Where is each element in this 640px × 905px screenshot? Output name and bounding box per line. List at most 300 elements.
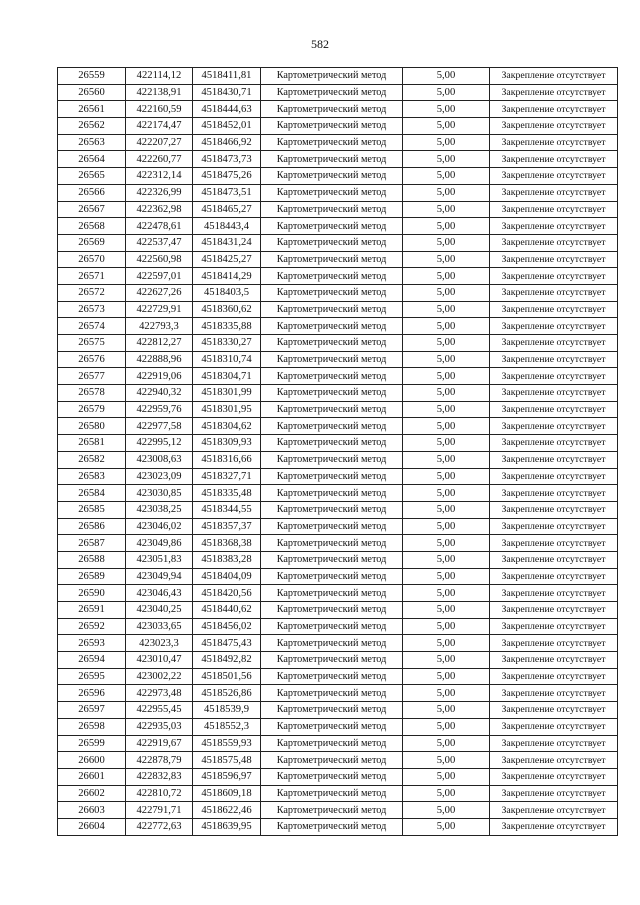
table-row <box>58 134 618 151</box>
x-coordinate-cell: 422114,12 <box>126 68 193 85</box>
error-cell: 5,00 <box>403 84 490 101</box>
point-number-cell: 26574 <box>58 318 126 335</box>
y-coordinate-cell: 4518330,27 <box>193 335 261 352</box>
fixing-cell: Закрепление отсутствует <box>490 501 618 518</box>
method-cell: Картометрический метод <box>261 335 403 352</box>
fixing-cell: Закрепление отсутствует <box>490 602 618 619</box>
table-row <box>58 702 618 719</box>
method-cell: Картометрический метод <box>261 368 403 385</box>
table-row <box>58 268 618 285</box>
fixing-cell: Закрепление отсутствует <box>490 451 618 468</box>
fixing-cell: Закрепление отсутствует <box>490 201 618 218</box>
point-number-cell: 26603 <box>58 802 126 819</box>
table-row <box>58 818 618 835</box>
y-coordinate-cell: 4518383,28 <box>193 551 261 568</box>
x-coordinate-cell: 422560,98 <box>126 251 193 268</box>
y-coordinate-cell: 4518360,62 <box>193 301 261 318</box>
fixing-cell: Закрепление отсутствует <box>490 702 618 719</box>
fixing-cell: Закрепление отсутствует <box>490 218 618 235</box>
x-coordinate-cell: 422832,83 <box>126 768 193 785</box>
y-coordinate-cell: 4518492,82 <box>193 652 261 669</box>
x-coordinate-cell: 423023,09 <box>126 468 193 485</box>
table-row <box>58 201 618 218</box>
fixing-cell: Закрепление отсутствует <box>490 468 618 485</box>
x-coordinate-cell: 422977,58 <box>126 418 193 435</box>
fixing-cell: Закрепление отсутствует <box>490 268 618 285</box>
error-cell: 5,00 <box>403 168 490 185</box>
y-coordinate-cell: 4518414,29 <box>193 268 261 285</box>
table-row <box>58 251 618 268</box>
x-coordinate-cell: 422597,01 <box>126 268 193 285</box>
point-number-cell: 26591 <box>58 602 126 619</box>
fixing-cell: Закрепление отсутствует <box>490 134 618 151</box>
x-coordinate-cell: 422888,96 <box>126 351 193 368</box>
method-cell: Картометрический метод <box>261 301 403 318</box>
x-coordinate-cell: 423049,94 <box>126 568 193 585</box>
fixing-cell: Закрепление отсутствует <box>490 652 618 669</box>
table-row <box>58 585 618 602</box>
table-row <box>58 385 618 402</box>
point-number-cell: 26584 <box>58 485 126 502</box>
error-cell: 5,00 <box>403 251 490 268</box>
table-row <box>58 218 618 235</box>
table-row <box>58 301 618 318</box>
error-cell: 5,00 <box>403 818 490 835</box>
error-cell: 5,00 <box>403 218 490 235</box>
error-cell: 5,00 <box>403 134 490 151</box>
table-row <box>58 451 618 468</box>
x-coordinate-cell: 422627,26 <box>126 284 193 301</box>
method-cell: Картометрический метод <box>261 184 403 201</box>
method-cell: Картометрический метод <box>261 735 403 752</box>
fixing-cell: Закрепление отсутствует <box>490 284 618 301</box>
point-number-cell: 26604 <box>58 818 126 835</box>
fixing-cell: Закрепление отсутствует <box>490 234 618 251</box>
y-coordinate-cell: 4518316,66 <box>193 451 261 468</box>
y-coordinate-cell: 4518344,55 <box>193 501 261 518</box>
y-coordinate-cell: 4518304,71 <box>193 368 261 385</box>
x-coordinate-cell: 422537,47 <box>126 234 193 251</box>
point-number-cell: 26601 <box>58 768 126 785</box>
fixing-cell: Закрепление отсутствует <box>490 151 618 168</box>
error-cell: 5,00 <box>403 618 490 635</box>
fixing-cell: Закрепление отсутствует <box>490 485 618 502</box>
x-coordinate-cell: 422995,12 <box>126 435 193 452</box>
y-coordinate-cell: 4518327,71 <box>193 468 261 485</box>
method-cell: Картометрический метод <box>261 785 403 802</box>
table-row <box>58 785 618 802</box>
x-coordinate-cell: 422793,3 <box>126 318 193 335</box>
method-cell: Картометрический метод <box>261 351 403 368</box>
y-coordinate-cell: 4518639,95 <box>193 818 261 835</box>
x-coordinate-cell: 422919,67 <box>126 735 193 752</box>
error-cell: 5,00 <box>403 401 490 418</box>
error-cell: 5,00 <box>403 435 490 452</box>
y-coordinate-cell: 4518452,01 <box>193 118 261 135</box>
method-cell: Картометрический метод <box>261 635 403 652</box>
point-number-cell: 26581 <box>58 435 126 452</box>
error-cell: 5,00 <box>403 685 490 702</box>
method-cell: Картометрический метод <box>261 401 403 418</box>
x-coordinate-cell: 423030,85 <box>126 485 193 502</box>
fixing-cell: Закрепление отсутствует <box>490 785 618 802</box>
fixing-cell: Закрепление отсутствует <box>490 618 618 635</box>
fixing-cell: Закрепление отсутствует <box>490 101 618 118</box>
method-cell: Картометрический метод <box>261 201 403 218</box>
point-number-cell: 26586 <box>58 518 126 535</box>
fixing-cell: Закрепление отсутствует <box>490 518 618 535</box>
error-cell: 5,00 <box>403 735 490 752</box>
y-coordinate-cell: 4518403,5 <box>193 284 261 301</box>
fixing-cell: Закрепление отсутствует <box>490 335 618 352</box>
error-cell: 5,00 <box>403 652 490 669</box>
table-row <box>58 501 618 518</box>
x-coordinate-cell: 423046,02 <box>126 518 193 535</box>
y-coordinate-cell: 4518301,95 <box>193 401 261 418</box>
method-cell: Картометрический метод <box>261 284 403 301</box>
table-row <box>58 535 618 552</box>
error-cell: 5,00 <box>403 385 490 402</box>
table-row <box>58 401 618 418</box>
point-number-cell: 26559 <box>58 68 126 85</box>
error-cell: 5,00 <box>403 234 490 251</box>
error-cell: 5,00 <box>403 151 490 168</box>
fixing-cell: Закрепление отсутствует <box>490 401 618 418</box>
y-coordinate-cell: 4518425,27 <box>193 251 261 268</box>
fixing-cell: Закрепление отсутствует <box>490 585 618 602</box>
x-coordinate-cell: 422362,98 <box>126 201 193 218</box>
method-cell: Картометрический метод <box>261 802 403 819</box>
y-coordinate-cell: 4518420,56 <box>193 585 261 602</box>
x-coordinate-cell: 422955,45 <box>126 702 193 719</box>
table-row <box>58 418 618 435</box>
fixing-cell: Закрепление отсутствует <box>490 184 618 201</box>
x-coordinate-cell: 423023,3 <box>126 635 193 652</box>
method-cell: Картометрический метод <box>261 218 403 235</box>
fixing-cell: Закрепление отсутствует <box>490 318 618 335</box>
table-row <box>58 168 618 185</box>
error-cell: 5,00 <box>403 118 490 135</box>
fixing-cell: Закрепление отсутствует <box>490 551 618 568</box>
table-row <box>58 84 618 101</box>
x-coordinate-cell: 423002,22 <box>126 668 193 685</box>
y-coordinate-cell: 4518473,51 <box>193 184 261 201</box>
x-coordinate-cell: 422478,61 <box>126 218 193 235</box>
y-coordinate-cell: 4518404,09 <box>193 568 261 585</box>
table-row <box>58 368 618 385</box>
fixing-cell: Закрепление отсутствует <box>490 718 618 735</box>
y-coordinate-cell: 4518473,73 <box>193 151 261 168</box>
table-row <box>58 351 618 368</box>
point-number-cell: 26598 <box>58 718 126 735</box>
y-coordinate-cell: 4518609,18 <box>193 785 261 802</box>
error-cell: 5,00 <box>403 535 490 552</box>
method-cell: Картометрический метод <box>261 535 403 552</box>
point-number-cell: 26572 <box>58 284 126 301</box>
point-number-cell: 26587 <box>58 535 126 552</box>
table-row <box>58 635 618 652</box>
point-number-cell: 26595 <box>58 668 126 685</box>
y-coordinate-cell: 4518622,46 <box>193 802 261 819</box>
point-number-cell: 26563 <box>58 134 126 151</box>
x-coordinate-cell: 422959,76 <box>126 401 193 418</box>
x-coordinate-cell: 423033,65 <box>126 618 193 635</box>
point-number-cell: 26600 <box>58 752 126 769</box>
x-coordinate-cell: 422160,59 <box>126 101 193 118</box>
fixing-cell: Закрепление отсутствует <box>490 301 618 318</box>
table-row <box>58 151 618 168</box>
y-coordinate-cell: 4518501,56 <box>193 668 261 685</box>
fixing-cell: Закрепление отсутствует <box>490 418 618 435</box>
point-number-cell: 26599 <box>58 735 126 752</box>
error-cell: 5,00 <box>403 68 490 85</box>
x-coordinate-cell: 423038,25 <box>126 501 193 518</box>
fixing-cell: Закрепление отсутствует <box>490 118 618 135</box>
method-cell: Картометрический метод <box>261 501 403 518</box>
x-coordinate-cell: 422919,06 <box>126 368 193 385</box>
point-number-cell: 26597 <box>58 702 126 719</box>
method-cell: Картометрический метод <box>261 652 403 669</box>
point-number-cell: 26573 <box>58 301 126 318</box>
method-cell: Картометрический метод <box>261 618 403 635</box>
method-cell: Картометрический метод <box>261 151 403 168</box>
x-coordinate-cell: 422312,14 <box>126 168 193 185</box>
table-row <box>58 618 618 635</box>
point-number-cell: 26582 <box>58 451 126 468</box>
method-cell: Картометрический метод <box>261 84 403 101</box>
point-number-cell: 26596 <box>58 685 126 702</box>
error-cell: 5,00 <box>403 268 490 285</box>
x-coordinate-cell: 423008,63 <box>126 451 193 468</box>
table-row <box>58 318 618 335</box>
table-row <box>58 184 618 201</box>
point-number-cell: 26589 <box>58 568 126 585</box>
method-cell: Картометрический метод <box>261 418 403 435</box>
fixing-cell: Закрепление отсутствует <box>490 251 618 268</box>
method-cell: Картометрический метод <box>261 118 403 135</box>
fixing-cell: Закрепление отсутствует <box>490 752 618 769</box>
error-cell: 5,00 <box>403 768 490 785</box>
error-cell: 5,00 <box>403 284 490 301</box>
table-row <box>58 652 618 669</box>
x-coordinate-cell: 422810,72 <box>126 785 193 802</box>
point-number-cell: 26569 <box>58 234 126 251</box>
x-coordinate-cell: 422812,27 <box>126 335 193 352</box>
y-coordinate-cell: 4518456,02 <box>193 618 261 635</box>
table-row <box>58 802 618 819</box>
y-coordinate-cell: 4518335,88 <box>193 318 261 335</box>
method-cell: Картометрический метод <box>261 268 403 285</box>
y-coordinate-cell: 4518431,24 <box>193 234 261 251</box>
method-cell: Картометрический метод <box>261 568 403 585</box>
y-coordinate-cell: 4518475,43 <box>193 635 261 652</box>
y-coordinate-cell: 4518466,92 <box>193 134 261 151</box>
error-cell: 5,00 <box>403 184 490 201</box>
fixing-cell: Закрепление отсутствует <box>490 351 618 368</box>
method-cell: Картометрический метод <box>261 518 403 535</box>
y-coordinate-cell: 4518596,97 <box>193 768 261 785</box>
table-row <box>58 68 618 85</box>
table-row <box>58 335 618 352</box>
y-coordinate-cell: 4518368,38 <box>193 535 261 552</box>
fixing-cell: Закрепление отсутствует <box>490 535 618 552</box>
error-cell: 5,00 <box>403 451 490 468</box>
x-coordinate-cell: 423049,86 <box>126 535 193 552</box>
point-number-cell: 26565 <box>58 168 126 185</box>
table-row <box>58 718 618 735</box>
point-number-cell: 26568 <box>58 218 126 235</box>
point-number-cell: 26561 <box>58 101 126 118</box>
method-cell: Картометрический метод <box>261 685 403 702</box>
point-number-cell: 26594 <box>58 652 126 669</box>
table-row <box>58 568 618 585</box>
method-cell: Картометрический метод <box>261 768 403 785</box>
error-cell: 5,00 <box>403 301 490 318</box>
y-coordinate-cell: 4518475,26 <box>193 168 261 185</box>
error-cell: 5,00 <box>403 551 490 568</box>
y-coordinate-cell: 4518335,48 <box>193 485 261 502</box>
x-coordinate-cell: 423010,47 <box>126 652 193 669</box>
table-row <box>58 435 618 452</box>
error-cell: 5,00 <box>403 702 490 719</box>
method-cell: Картометрический метод <box>261 385 403 402</box>
x-coordinate-cell: 422973,48 <box>126 685 193 702</box>
point-number-cell: 26592 <box>58 618 126 635</box>
point-number-cell: 26583 <box>58 468 126 485</box>
fixing-cell: Закрепление отсутствует <box>490 68 618 85</box>
method-cell: Картометрический метод <box>261 702 403 719</box>
coordinates-table-body <box>58 68 618 836</box>
table-row <box>58 768 618 785</box>
point-number-cell: 26593 <box>58 635 126 652</box>
point-number-cell: 26602 <box>58 785 126 802</box>
point-number-cell: 26562 <box>58 118 126 135</box>
method-cell: Картометрический метод <box>261 485 403 502</box>
error-cell: 5,00 <box>403 585 490 602</box>
table-row <box>58 602 618 619</box>
x-coordinate-cell: 422729,91 <box>126 301 193 318</box>
y-coordinate-cell: 4518552,3 <box>193 718 261 735</box>
method-cell: Картометрический метод <box>261 718 403 735</box>
fixing-cell: Закрепление отсутствует <box>490 768 618 785</box>
error-cell: 5,00 <box>403 718 490 735</box>
y-coordinate-cell: 4518430,71 <box>193 84 261 101</box>
table-row <box>58 234 618 251</box>
error-cell: 5,00 <box>403 568 490 585</box>
error-cell: 5,00 <box>403 518 490 535</box>
point-number-cell: 26560 <box>58 84 126 101</box>
point-number-cell: 26578 <box>58 385 126 402</box>
table-row <box>58 485 618 502</box>
table-row <box>58 284 618 301</box>
y-coordinate-cell: 4518526,86 <box>193 685 261 702</box>
fixing-cell: Закрепление отсутствует <box>490 84 618 101</box>
error-cell: 5,00 <box>403 485 490 502</box>
table-row <box>58 551 618 568</box>
coordinates-table <box>57 67 618 836</box>
method-cell: Картометрический метод <box>261 602 403 619</box>
method-cell: Картометрический метод <box>261 752 403 769</box>
table-row <box>58 518 618 535</box>
point-number-cell: 26567 <box>58 201 126 218</box>
error-cell: 5,00 <box>403 201 490 218</box>
fixing-cell: Закрепление отсутствует <box>490 802 618 819</box>
x-coordinate-cell: 422878,79 <box>126 752 193 769</box>
point-number-cell: 26571 <box>58 268 126 285</box>
error-cell: 5,00 <box>403 635 490 652</box>
x-coordinate-cell: 423046,43 <box>126 585 193 602</box>
x-coordinate-cell: 422207,27 <box>126 134 193 151</box>
point-number-cell: 26590 <box>58 585 126 602</box>
point-number-cell: 26570 <box>58 251 126 268</box>
table-row <box>58 668 618 685</box>
x-coordinate-cell: 422326,99 <box>126 184 193 201</box>
point-number-cell: 26564 <box>58 151 126 168</box>
page-number: 582 <box>311 37 329 51</box>
fixing-cell: Закрепление отсутствует <box>490 818 618 835</box>
fixing-cell: Закрепление отсутствует <box>490 685 618 702</box>
fixing-cell: Закрепление отсутствует <box>490 368 618 385</box>
point-number-cell: 26566 <box>58 184 126 201</box>
error-cell: 5,00 <box>403 318 490 335</box>
table-row <box>58 752 618 769</box>
error-cell: 5,00 <box>403 785 490 802</box>
point-number-cell: 26585 <box>58 501 126 518</box>
method-cell: Картометрический метод <box>261 101 403 118</box>
error-cell: 5,00 <box>403 468 490 485</box>
error-cell: 5,00 <box>403 802 490 819</box>
x-coordinate-cell: 422935,03 <box>126 718 193 735</box>
method-cell: Картометрический метод <box>261 435 403 452</box>
error-cell: 5,00 <box>403 602 490 619</box>
fixing-cell: Закрепление отсутствует <box>490 668 618 685</box>
x-coordinate-cell: 422260,77 <box>126 151 193 168</box>
error-cell: 5,00 <box>403 501 490 518</box>
fixing-cell: Закрепление отсутствует <box>490 735 618 752</box>
y-coordinate-cell: 4518539,9 <box>193 702 261 719</box>
point-number-cell: 26579 <box>58 401 126 418</box>
method-cell: Картометрический метод <box>261 134 403 151</box>
y-coordinate-cell: 4518440,62 <box>193 602 261 619</box>
method-cell: Картометрический метод <box>261 551 403 568</box>
y-coordinate-cell: 4518304,62 <box>193 418 261 435</box>
error-cell: 5,00 <box>403 418 490 435</box>
method-cell: Картометрический метод <box>261 318 403 335</box>
x-coordinate-cell: 423051,83 <box>126 551 193 568</box>
table-row <box>58 735 618 752</box>
method-cell: Картометрический метод <box>261 251 403 268</box>
y-coordinate-cell: 4518444,63 <box>193 101 261 118</box>
fixing-cell: Закрепление отсутствует <box>490 568 618 585</box>
table-row <box>58 118 618 135</box>
y-coordinate-cell: 4518310,74 <box>193 351 261 368</box>
method-cell: Картометрический метод <box>261 818 403 835</box>
method-cell: Картометрический метод <box>261 451 403 468</box>
error-cell: 5,00 <box>403 668 490 685</box>
method-cell: Картометрический метод <box>261 168 403 185</box>
y-coordinate-cell: 4518309,93 <box>193 435 261 452</box>
y-coordinate-cell: 4518559,93 <box>193 735 261 752</box>
method-cell: Картометрический метод <box>261 68 403 85</box>
y-coordinate-cell: 4518301,99 <box>193 385 261 402</box>
error-cell: 5,00 <box>403 351 490 368</box>
method-cell: Картометрический метод <box>261 234 403 251</box>
table-row <box>58 685 618 702</box>
point-number-cell: 26575 <box>58 335 126 352</box>
method-cell: Картометрический метод <box>261 585 403 602</box>
x-coordinate-cell: 422791,71 <box>126 802 193 819</box>
y-coordinate-cell: 4518575,48 <box>193 752 261 769</box>
